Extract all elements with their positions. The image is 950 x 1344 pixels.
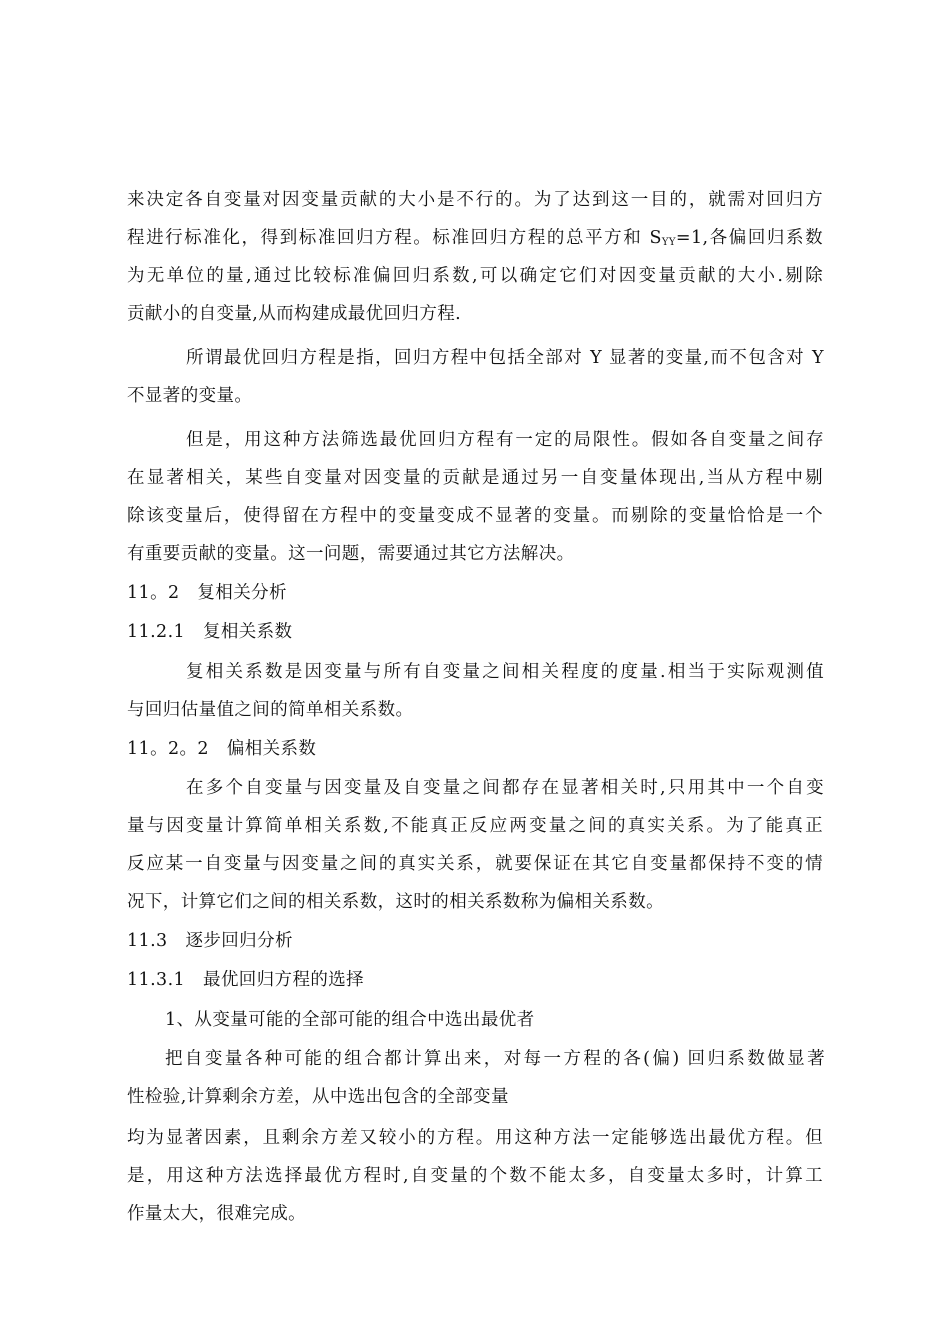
list-item: 1、从变量可能的全部可能的组合中选出最优者	[165, 1010, 535, 1030]
paragraph-line: 在多个自变量与因变量及自变量之间都存在显著相关时,只用其中一个自变	[186, 778, 824, 798]
paragraph-line: 为无单位的量,通过比较标准偏回归系数,可以确定它们对因变量贡献的大小.剔除	[127, 266, 823, 286]
paragraph-line: 与回归估量值之间的简单相关系数。	[127, 700, 414, 720]
paragraph-line: 但是，用这种方法筛选最优回归方程有一定的局限性。假如各自变量之间存	[186, 430, 824, 450]
paragraph-line: 所谓最优回归方程是指，回归方程中包括全部对 Y 显著的变量,而不包含对 Y	[186, 348, 824, 368]
section-heading: 11。2 复相关分析	[127, 583, 287, 603]
paragraph-line: 贡献小的自变量,从而构建成最优回归方程.	[127, 304, 462, 324]
paragraph-line: 不显著的变量。	[127, 386, 253, 406]
paragraph-line	[127, 226, 823, 250]
subsection-heading: 11。2。2 偏相关系数	[127, 739, 317, 759]
section-heading: 11.3 逐步回归分析	[127, 931, 293, 951]
paragraph-line: 在显著相关，某些自变量对因变量的贡献是通过另一自变量体现出,当从方程中剔	[127, 468, 823, 488]
text-span: 程进行标准化，得到标准回归方程。标准回归方程的总平方和 S	[127, 228, 662, 248]
paragraph-line: 反应某一自变量与因变量之间的真实关系，就要保证在其它自变量都保持不变的情	[127, 854, 823, 874]
paragraph-line: 把自变量各种可能的组合都计算出来，对每一方程的各(偏) 回归系数做显著	[165, 1049, 825, 1069]
subscript-yy: YY	[661, 237, 676, 248]
paragraph-line: 性检验,计算剩余方差，从中选出包含的全部变量	[127, 1087, 509, 1107]
text-span: =1,各偏回归系数	[675, 228, 823, 248]
paragraph-line: 均为显著因素，且剩余方差又较小的方程。用这种方法一定能够选出最优方程。但	[127, 1128, 823, 1148]
paragraph-line: 量与因变量计算简单相关系数,不能真正反应两变量之间的真实关系。为了能真正	[127, 816, 823, 836]
paragraph-line: 况下，计算它们之间的相关系数，这时的相关系数称为偏相关系数。	[127, 892, 664, 912]
paragraph-line: 是，用这种方法选择最优方程时,自变量的个数不能太多，自变量太多时，计算工	[127, 1166, 823, 1186]
paragraph-line: 复相关系数是因变量与所有自变量之间相关程度的度量.相当于实际观测值	[186, 662, 824, 682]
subsection-heading: 11.2.1 复相关系数	[127, 622, 293, 642]
subsection-heading: 11.3.1 最优回归方程的选择	[127, 970, 365, 990]
paragraph-line: 作量太大，很难完成。	[127, 1204, 306, 1224]
paragraph-line: 除该变量后，使得留在方程中的变量变成不显著的变量。而剔除的变量恰恰是一个	[127, 506, 823, 526]
paragraph-line: 有重要贡献的变量。这一问题，需要通过其它方法解决。	[127, 544, 575, 564]
paragraph-line: 来决定各自变量对因变量贡献的大小是不行的。为了达到这一目的，就需对回归方	[127, 190, 823, 210]
